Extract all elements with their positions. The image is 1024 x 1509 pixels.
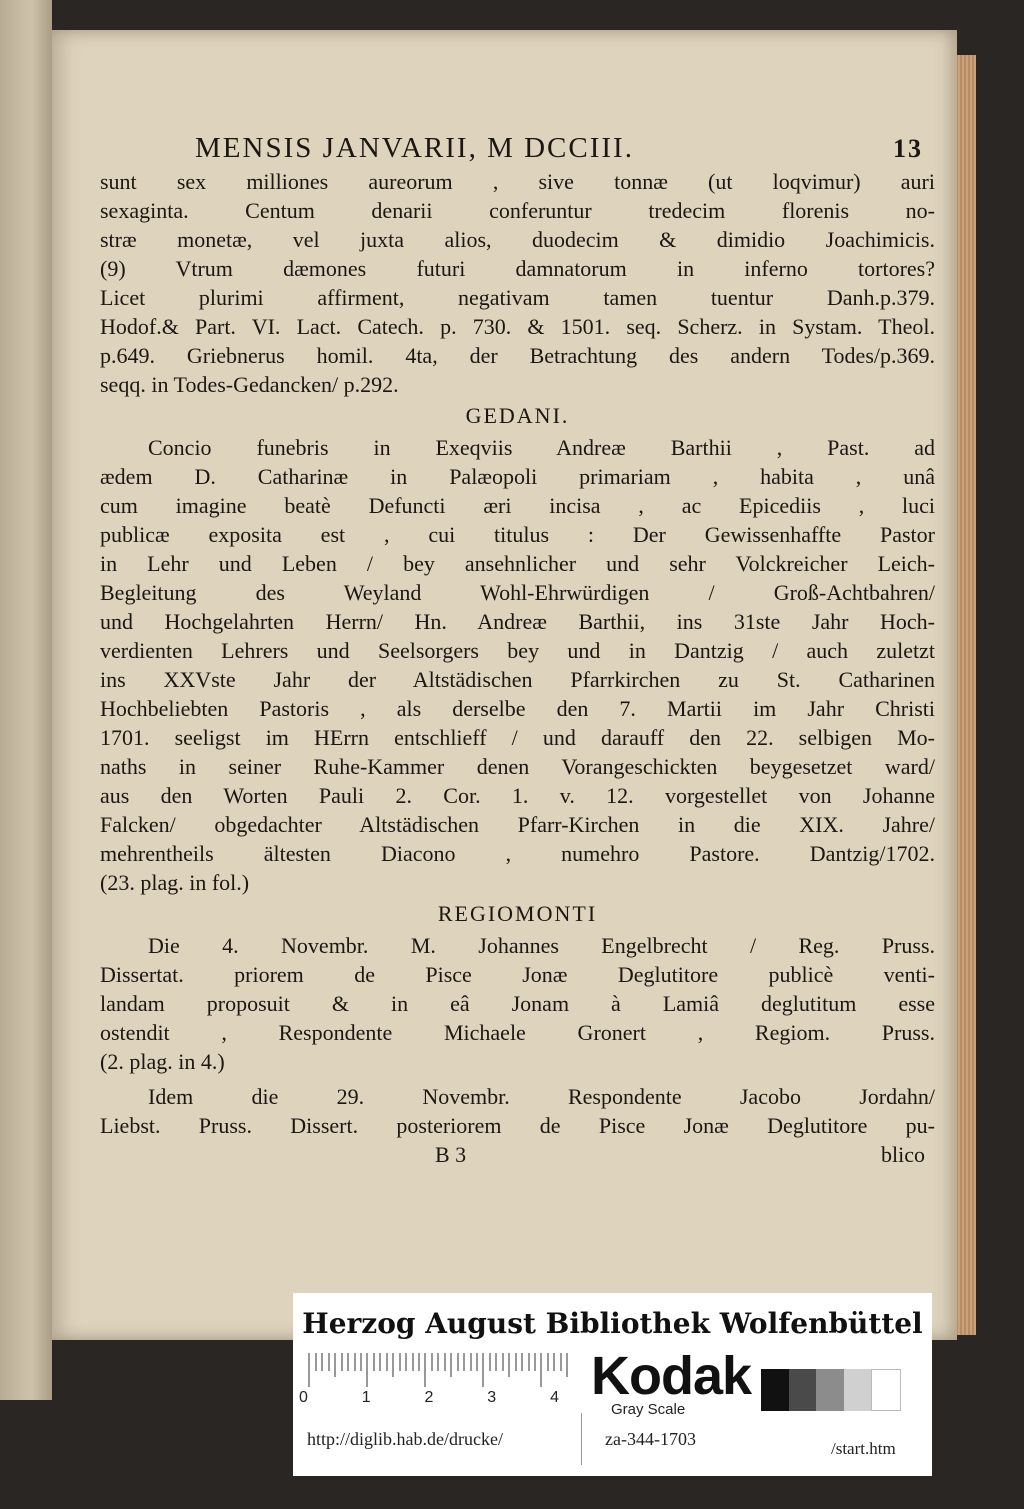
text-line: sunt sex milliones aureorum , sive tonnæ (ut loqvimur) auri: [100, 169, 935, 194]
text-line: 1701. seeligst im HErrn entschlieff / und darauff den 22. selbigen Mo-: [100, 725, 935, 750]
text-line: p.649. Griebnerus homil. 4ta, der Betrachtung des andern Todes/p.369.: [100, 343, 935, 368]
page-text: [100, 130, 935, 1169]
text-line: Begleitung des Weyland Wohl-Ehrwürdigen / Groß-Achtbahren/: [100, 580, 935, 605]
text-line: sexaginta. Centum denarii conferuntur tredecim florenis no-: [100, 198, 935, 223]
text-line: cum imagine beatè Defuncti æri incisa , ac Epicediis , luci: [100, 493, 935, 518]
paragraph-regiomonti-2: [100, 1082, 935, 1140]
paragraph-regiomonti-1: [100, 931, 935, 1076]
text-line: in Lehr und Leben / bey ansehnlicher und sehr Volckreicher Leich-: [100, 551, 935, 576]
text-line: Hochbeliebten Pastoris , als derselbe den 7. Martii im Jahr Christi: [100, 696, 935, 721]
paragraph-gedani: [100, 433, 935, 897]
library-name: Herzog August Bibliothek Wolfenbüttel: [302, 1307, 923, 1340]
gray-swatch: [844, 1369, 872, 1411]
text-line: Die 4. Novembr. M. Johannes Engelbrecht / Reg. Pruss.: [148, 933, 935, 958]
text-line: Concio funebris in Exeqviis Andreæ Barthii , Past. ad: [148, 435, 935, 460]
ruler-number: 0: [299, 1389, 308, 1406]
text-line: (2. plag. in 4.): [100, 1049, 225, 1074]
card-divider: [581, 1413, 582, 1465]
library-url: http://diglib.hab.de/drucke/: [307, 1429, 503, 1449]
text-line: landam proposuit & in eâ Jonam à Lamiâ deglutitum esse: [100, 991, 935, 1016]
header-title: MENSIS JANVARII, M DCCIII.: [195, 132, 634, 164]
gray-swatch: [789, 1369, 817, 1411]
text-line: Dissertat. priorem de Pisce Jonæ Deglutitore publicè venti-: [100, 962, 935, 987]
text-line: Liebst. Pruss. Dissert. posteriorem de Pisce Jonæ Deglutitore pu-: [100, 1113, 935, 1138]
page-number: 13: [893, 134, 923, 163]
running-header: [100, 130, 935, 167]
gray-swatch: [761, 1369, 789, 1411]
text-line: seqq. in Todes-Gedancken/ p.292.: [100, 372, 399, 397]
text-line: stræ monetæ, vel juxta alios, duodecim & dimidio Joachimicis.: [100, 227, 935, 252]
adjacent-page-edge: [0, 0, 52, 1400]
text-line: ædem D. Catharinæ in Palæopoli primariam , habita , unâ: [100, 464, 935, 489]
text-line: Licet plurimi affirment, negativam tamen tuentur Danh.p.379.: [100, 285, 935, 310]
paragraph-top: [100, 167, 935, 399]
ruler-number: 2: [424, 1389, 434, 1406]
text-line: ins XXVste Jahr der Altstädischen Pfarrkirchen zu St. Catharinen: [100, 667, 935, 692]
text-line: Hodof.& Part. VI. Lact. Catech. p. 730. & 1501. seq. Scherz. in Systam. Theol.: [100, 314, 935, 339]
kodak-logo: Kodak: [591, 1346, 752, 1406]
text-line: Idem die 29. Novembr. Respondente Jacobo Jordahn/: [148, 1084, 935, 1109]
page-footer: [100, 1140, 935, 1169]
text-line: und Hochgelahrten Herrn/ Hn. Andreæ Barthii, ins 31ste Jahr Hoch-: [100, 609, 935, 634]
text-line: (23. plag. in fol.): [100, 870, 250, 895]
text-line: ostendit , Respondente Michaele Gronert , Regiom. Pruss.: [100, 1020, 935, 1045]
ruler-number: 1: [361, 1389, 371, 1406]
start-link-text: /start.htm: [831, 1439, 896, 1458]
signature-mark: B 3: [435, 1142, 467, 1167]
gray-swatch: [816, 1369, 844, 1411]
text-line: Falcken/ obgedachter Altstädischen Pfarr-Kirchen in die XIX. Jahre/: [100, 812, 935, 837]
gray-scale-swatches: [761, 1369, 901, 1411]
section-heading-regiomonti: REGIOMONTI: [437, 901, 598, 926]
text-line: (9) Vtrum dæmones futuri damnatorum in inferno tortores?: [100, 256, 935, 281]
ruler-number: 4: [550, 1389, 559, 1406]
library-color-card: [293, 1293, 932, 1476]
ruler-number: 3: [487, 1389, 497, 1406]
shelfmark: za-344-1703: [605, 1429, 696, 1449]
text-line: aus den Worten Pauli 2. Cor. 1. v. 12. vorgestellet von Johanne: [100, 783, 935, 808]
text-line: verdienten Lehrers und Seelsorgers bey und in Dantzig / auch zuletzt: [100, 638, 935, 663]
gray-scale-label: Gray Scale: [611, 1401, 686, 1418]
gray-swatch: [871, 1369, 901, 1411]
text-line: mehrentheils ältesten Diacono , numehro Pastore. Dantzig/1702.: [100, 841, 935, 866]
ruler-numbers: [299, 1389, 559, 1407]
catchword: blico: [881, 1142, 925, 1167]
text-line: publicæ exposita est , cui titulus : Der Gewissenhaffte Pastor: [100, 522, 935, 547]
text-line: naths in seiner Ruhe-Kammer denen Vorangeschickten beygesetzet ward/: [100, 754, 935, 779]
ruler-scale: [307, 1353, 577, 1389]
section-heading-gedani: GEDANI.: [465, 403, 570, 428]
